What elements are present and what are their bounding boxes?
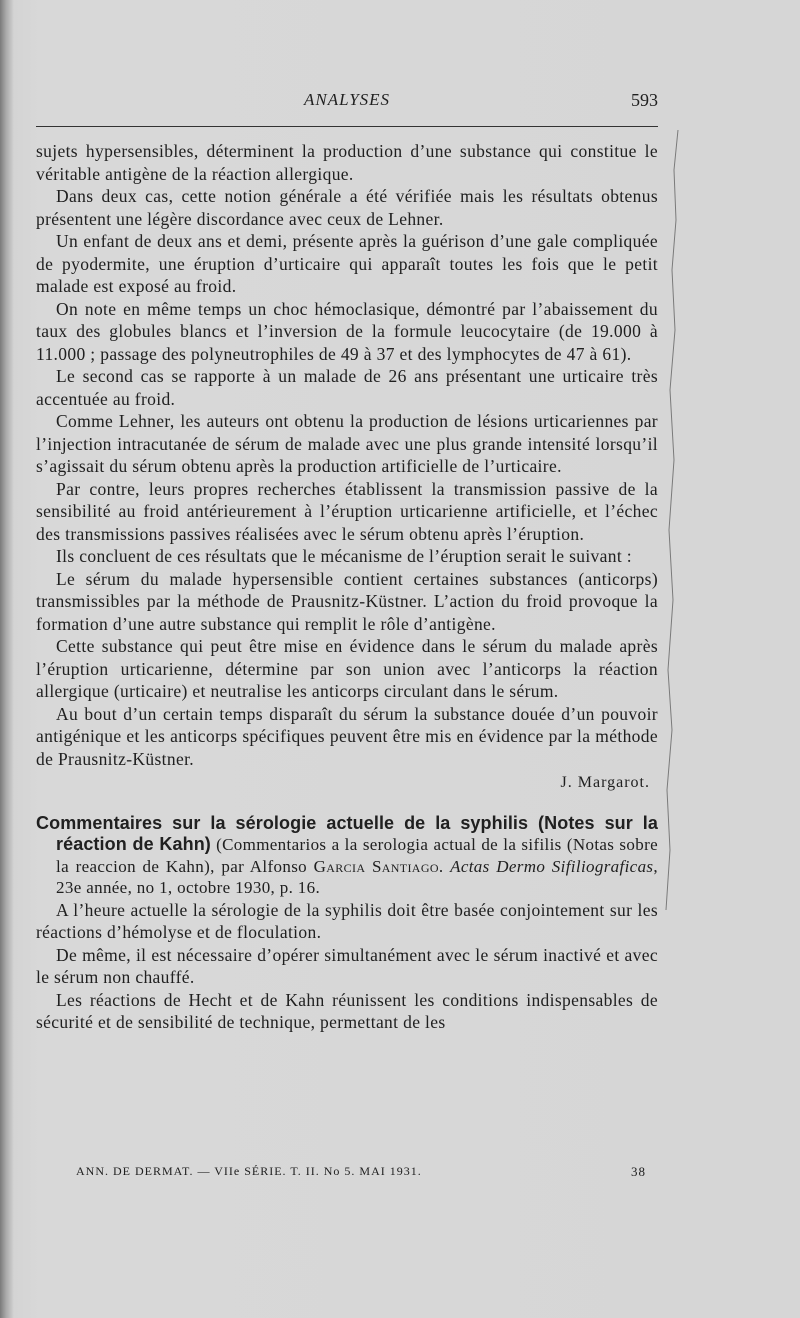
paragraph-9: Le sérum du malade hypersensible contient certaines substances (anticorps) transmissibles par la méthode de Prausnitz-Küstner. L’action du froid provoque la formation d’une autre substance qui remplit le rôle d’antigène. [36,568,658,634]
article-title: Commentaires sur la sérologie actuelle de la syphilis (Notes sur la réaction de Kahn) [36,812,658,854]
paragraph-7: Par contre, leurs propres recherches établissent la transmission passive de la sensibilité au froid antérieurement à l’éruption urticarienne artificielle, et l’échec des transmissions passives réalisées avec le sérum obtenu après l’éruption. [36,478,658,544]
author-signature: J. Margarot. [560,774,650,791]
footer-signature-number: 38 [631,1164,646,1179]
paragraph-1: sujets hypersensibles, déterminent la production d’une substance qui constitue le véritable antigène de la réaction allergique. [36,141,658,184]
article-paragraph-1: A l’heure actuelle la sérologie de la syphilis doit être basée conjointement sur les réactions d’hémolyse et de floculation. [36,899,658,942]
paragraph-5: Le second cas se rapporte à un malade de 26 ans présentant une urticaire très accentuée au froid. [36,366,658,409]
citation-separator: . [438,856,451,876]
paragraph-3: Un enfant de deux ans et demi, présente après la guérison d’une gale compliquée de pyodermite, une éruption d’urticaire qui apparaît toutes les fois que le petit malade est exposé au froid. [36,231,658,296]
footer-journal-info: ANN. DE DERMAT. — VIIe SÉRIE. T. II. No 5. MAI 1931. [76,1164,422,1178]
paragraph-8: Ils concluent de ces résultats que le mécanisme de l’éruption serait le suivant : [56,546,633,566]
article-paragraph-2: De même, il est nécessaire d’opérer simultanément avec le sérum inactivé et avec le sérum non chauffé. [36,944,658,987]
citation-journal: Actas Dermo Sifiliograficas [450,856,654,876]
article-heading [36,813,658,899]
citation-author: Garcia Santiago [313,856,439,876]
paragraph-4: On note en même temps un choc hémoclasique, démontré par l’abaissement du taux des globules blancs et l’inversion de la formule leucocytaire (de 19.000 à 11.000 ; passage des polyneutrophiles de 49 à 37 et des lymphocytes de 47 à 61). [36,298,658,364]
header-rule [36,126,658,127]
page-number: 593 [631,90,658,110]
article-paragraph-3: Les réactions de Hecht et de Kahn réunissent les conditions indispensables de sécurité et de sensibilité de technique, permettant de les [36,989,658,1032]
page-header [36,90,658,116]
page-footer [76,1164,646,1184]
paragraph-6: Comme Lehner, les auteurs ont obtenu la production de lésions urticariennes par l’injection intracutanée de sérum de malade avec une plus grande intensité lorsqu’il s’agissait du sérum obtenu après la production artificielle de l’urticaire. [36,411,658,476]
paragraph-11: Au bout d’un certain temps disparaît du sérum la substance douée d’un pouvoir antigénique et les anticorps spécifiques peuvent être mis en évidence par la méthode de Prausnitz-Küstner. [36,703,658,769]
citation-suffix: , 23e année, no 1, octobre 1930, p. 16. [56,856,658,897]
margin-pencil-mark [660,130,680,910]
paragraph-2: Dans deux cas, cette notion générale a été vérifiée mais les résultats obtenus présentent une légère discordance avec ceux de Lehner. [36,186,658,229]
running-title: ANALYSES [303,90,391,109]
citation-prefix: (Commentarios a la serologia actual de la sifilis (Notas sobre la reaccion de Kahn), par Alfonso [56,835,659,876]
page-body [36,140,658,1034]
paragraph-10: Cette substance qui peut être mise en évidence dans le sérum du malade après l’éruption urticarienne, détermine par son union avec l’anticorps la réaction allergique (urticaire) et neutralise les anticorps circulant dans le sérum. [36,636,658,701]
